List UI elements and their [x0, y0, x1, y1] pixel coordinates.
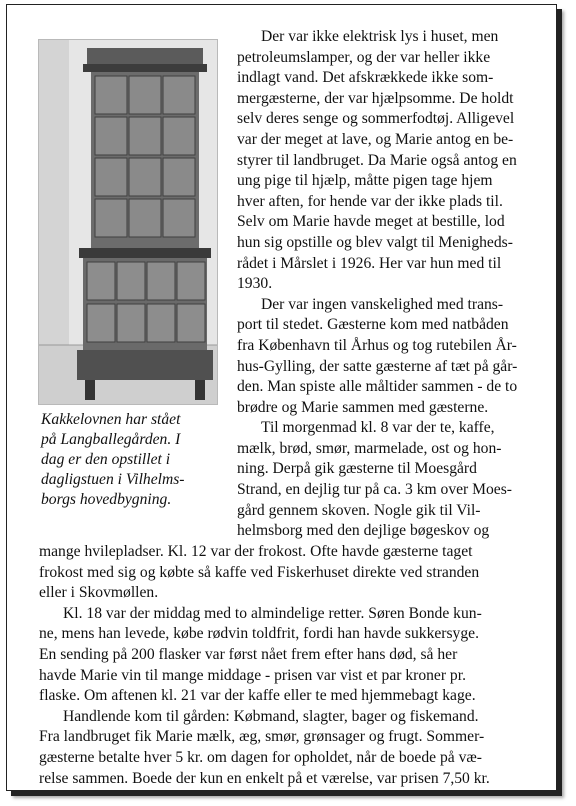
- text-line: ung pige til hjælp, måtte pigen tage hjem: [237, 172, 493, 190]
- text-line: En sending på 200 flasker var først nået frem efter hans død, så her: [39, 645, 458, 663]
- text-line: fra København til Århus og tog rutebilen År-: [237, 336, 517, 354]
- photo-caption: [41, 410, 225, 510]
- text-line: Der var ingen vanskelighed med trans-: [261, 295, 504, 313]
- text-line: Kl. 18 var der middag med to almindelige retter. Søren Bonde kun-: [63, 604, 482, 622]
- text-line: petroleumslamper, og der var heller ikke: [237, 48, 491, 66]
- paragraph-transport: [237, 295, 553, 419]
- paragraph-breakfast: [237, 418, 553, 542]
- text-line: indlagt vand. Det afskrækkede ikke som-: [237, 69, 494, 87]
- text-line: gæsterne betalte hver 5 kr. om dagen for opholdet, når de boede på væ-: [39, 748, 482, 766]
- text-line: havde Marie vin til mange middage - prisen var vist et par kroner pr.: [39, 666, 466, 684]
- text-line: hus-Gylling, der satte gæsterne af tæt på går-: [237, 357, 518, 375]
- text-line: mange hvilepladser. Kl. 12 var der frokost. Ofte havde gæsterne taget: [39, 543, 473, 560]
- text-line: Fra landbruget fik Marie mælk, æg, smør, grønsager og frugt. Sommer-: [39, 728, 485, 746]
- text-line: Strand, en dejlig tur på ca. 3 km over Moes-: [237, 481, 512, 499]
- text-line: rådet i Mårslet i 1926. Her var hun med til: [237, 254, 502, 272]
- stove-photo: [38, 39, 218, 405]
- text-line: helmsborg med den dejlige bøgeskov og: [237, 522, 490, 540]
- paragraph-electricity: [237, 27, 553, 295]
- text-line: brødre og Marie sammen med gæsterne.: [237, 398, 489, 416]
- text-line: port til stedet. Gæsterne kom med natbåden: [237, 316, 509, 334]
- text-line: styrer til landbruget. Da Marie også antog en: [237, 151, 517, 169]
- caption-line: Kakkelovnen har stået: [41, 411, 181, 428]
- full-width-text: [39, 542, 553, 789]
- text-line: mergæsterne, der var hjælpsomme. De holdt: [237, 89, 514, 107]
- text-line: 1930.: [237, 275, 273, 293]
- text-line: hun sig opstille og blev valgt til Menigheds-: [237, 233, 513, 251]
- text-line: ning. Derpå gik gæsterne til Moesgård: [237, 460, 477, 478]
- text-line: frokost med sig og købte så kaffe ved Fiskerhuset direkte ved stranden: [39, 563, 480, 581]
- text-line: ne, mens han levede, købe rødvin toldfrit, fordi han havde sukkersyge.: [39, 625, 479, 643]
- page-frame: [6, 4, 557, 791]
- paragraph-traders: [39, 707, 553, 789]
- text-line: Selv om Marie havde meget at bestille, lod: [237, 213, 505, 231]
- text-line: selv deres senge og sommerfodtøj. Alligevel: [237, 110, 515, 128]
- text-line: mælk, brød, smør, marmelade, ost og hon-: [237, 439, 502, 457]
- caption-line: på Langballegården. I: [41, 431, 181, 448]
- tiled-stove-image: [39, 40, 217, 404]
- paragraph-lunch: [39, 542, 553, 604]
- paragraph-dinner: [39, 604, 553, 707]
- text-line: flaske. Om aftenen kl. 21 var der kaffe eller te med hjemmebagt kage.: [39, 687, 476, 705]
- text-line: hver aften, for hende var der ikke plads til.: [237, 192, 503, 210]
- text-line: Der var ikke elektrisk lys i huset, men: [261, 28, 499, 45]
- caption-line: dag er den opstillet i: [41, 451, 171, 468]
- text-line: Til morgenmad kl. 8 var der te, kaffe,: [261, 419, 495, 437]
- text-line: eller i Skovmøllen.: [39, 584, 159, 602]
- right-column-text: [237, 27, 553, 542]
- text-line: var der meget at lave, og Marie antog en be-: [237, 130, 514, 148]
- caption-line: dagligstuen i Vilhelms-: [41, 471, 185, 488]
- text-line: relse sammen. Boede der kun en enkelt på et værelse, var prisen 7,50 kr.: [39, 769, 490, 787]
- caption-line: borgs hovedbygning.: [41, 491, 172, 508]
- text-line: Handlende kom til gården: Købmand, slagter, bager og fiskemand.: [63, 707, 479, 725]
- text-line: den. Man spiste alle måltider sammen - de to: [237, 378, 518, 396]
- text-line: gård gennem skoven. Nogle gik til Vil-: [237, 501, 481, 519]
